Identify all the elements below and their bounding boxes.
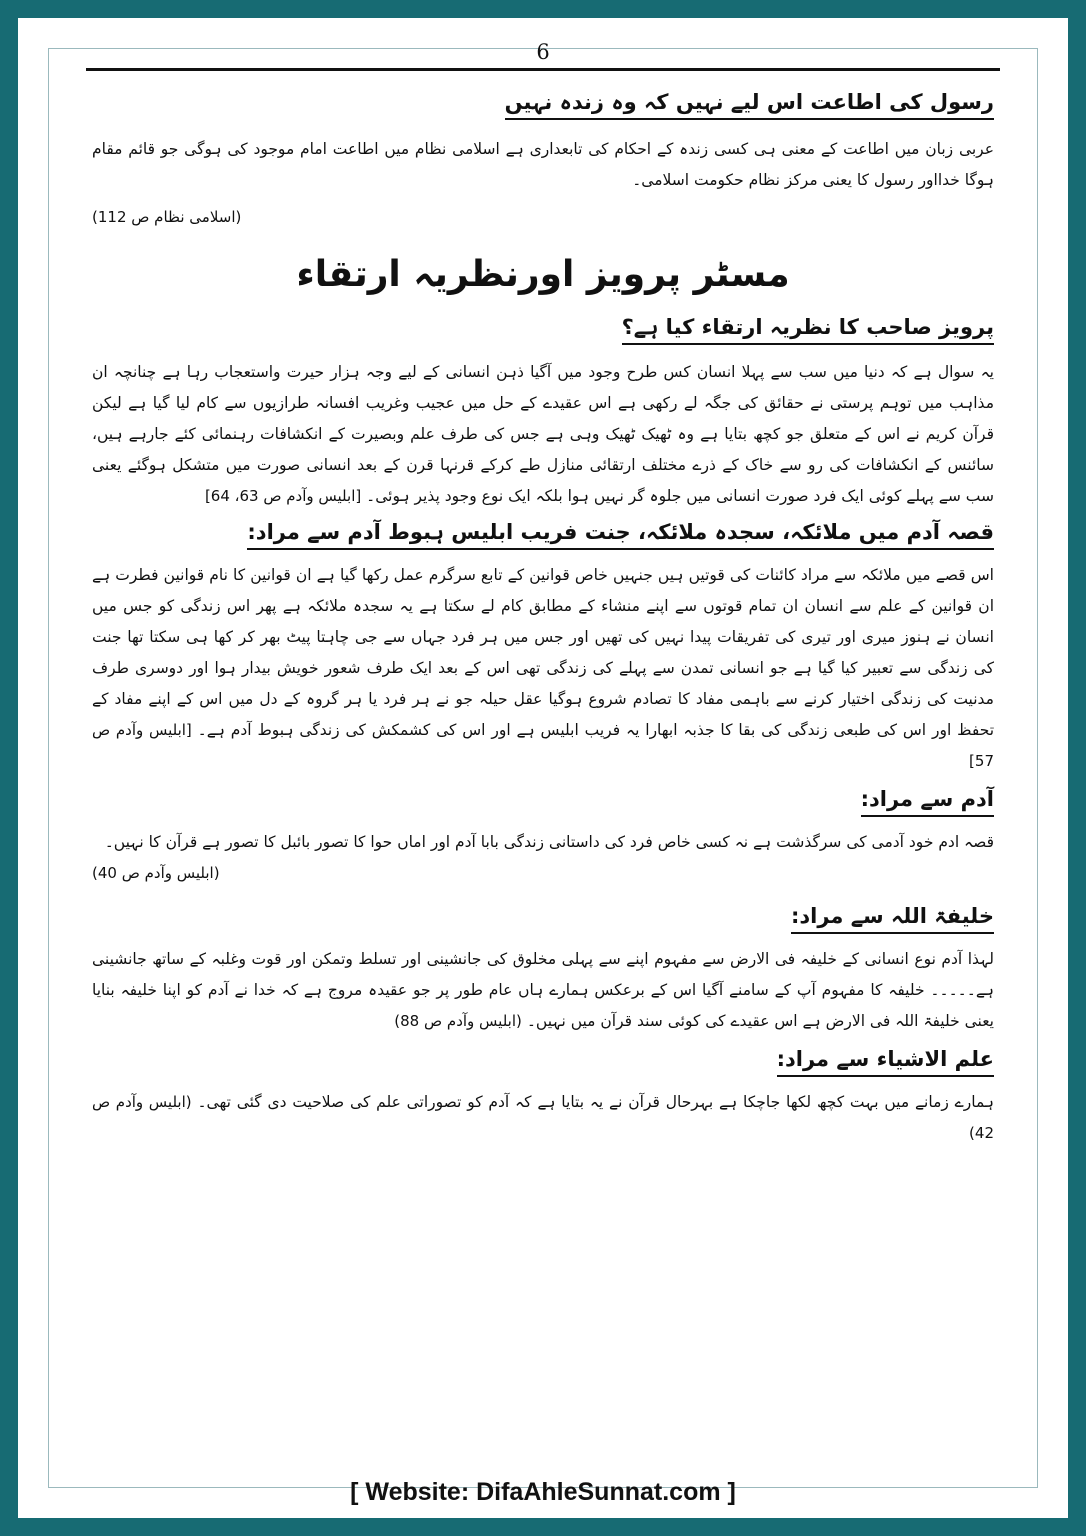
section-obedience (92, 90, 994, 226)
section-text: ہمارے زمانے میں بہت کچھ لکھا جاچکا ہے بہرحال قرآن نے یہ بتایا ہے کہ آدم کو تصوراتی علم کی صلاحیت دی گئی تھی۔ (197, 1093, 994, 1111)
section-heading: علم الاشیاء سے مراد: (777, 1047, 994, 1077)
reference: [ابلیس وآدم ص 63، 64] (204, 487, 362, 505)
section-heading: پرویز صاحب کا نظریہ ارتقاء کیا ہے؟ (622, 315, 994, 345)
section-heading: خلیفۃ اللہ سے مراد: (791, 904, 994, 934)
top-rule (86, 68, 1000, 71)
website-footer: [ Website: DifaAhleSunnat.com ] (350, 1478, 736, 1506)
reference: [ابلیس وآدم ص 57] (92, 721, 994, 770)
section-adam-meaning (92, 787, 994, 882)
section-ilm (92, 1047, 994, 1149)
reference: (ابلیس وآدم ص 42) (92, 1093, 994, 1142)
section-khalifa (92, 904, 994, 1037)
reference: (ابلیس وآدم ص 40) (92, 864, 220, 882)
section-heading: قصہ آدم میں ملائکہ، سجدہ ملائکہ، جنت فریب ابلیس ہبوط آدم سے مراد: (247, 520, 994, 550)
section-evolution (92, 315, 994, 512)
section-text: لہذا آدم نوع انسانی کے خلیفہ فی الارض سے مفہوم اپنے سے پہلی مخلوق کی جانشینی اور تسلط وتمکن اور قوت وغلبہ کے ساتھ جانشینی ہے۔۔۔۔۔ خلیفہ کا مفہوم آپ کے سامنے آگیا اس کے برعکس ہمارے ہاں عام طور پر جو عقیدہ مروج ہے کہ خدا نے آدم کو اپنا خلیفہ بنایا یعنی خلیفۃ اللہ فی الارض ہے اس عقیدے کی کوئی سند قرآن میں نہیں۔ (92, 950, 994, 1030)
section-heading: آدم سے مراد: (861, 787, 994, 817)
page-number: 6 (536, 40, 550, 64)
section-text: اس قصے میں ملائکہ سے مراد کائنات کی قوتیں ہیں جنہیں خاص قوانین کے تابع سرگرم عمل رکھا گیا ہے ان قوانین کا نام قوانین فطرت ہے ان قوانین کے علم سے انسان ان تمام قوتوں سے اپنے منشاء کے مطابق کام لے سکتا ہے یہ سجدہ ملائکہ ہے پھر اس زندگی کو جس میں انسان نے ہنوز میری اور تیری کی تفریقات پیدا نہیں کی تھیں اور جس میں ہر فرد جہاں سے جی چاہتا پیٹ بھر کر کھا ہی سکتا تھا جنت کی زندگی سے تعبیر کیا گیا ہے جو انسانی تمدن سے پہلے کی زندگی تھی اس کے بعد ایک طرف شعور خویش بیدار ہوا اور دوسری طرف مدنیت کی زندگی اختیار کرنے سے باہمی مفاد کا تصادم شروع ہوگیا عقل حیلہ جو نے ہر فرد یا ہر گروہ کے دل میں اس کے اپنے مفاد کے تحفظ اور اس کی طبعی زندگی کی بقا کا جذبہ ابھارا یہ فریب ابلیس ہے اور اس کی کشمکش کی زندگی ہبوط آدم ہے۔ (92, 566, 995, 739)
section-text: قصہ ادم خود آدمی کی سرگذشت ہے نہ کسی خاص فرد کی داستانی زندگی بابا آدم اور اماں حوا کا تصور بائبل کا تصور ہے قرآن کا نہیں۔ (104, 833, 994, 851)
section-heading: رسول کی اطاعت اس لیے نہیں کہ وہ زندہ نہیں (505, 90, 994, 120)
section-text: عربی زبان میں اطاعت کے معنی ہی کسی زندہ کے احکام کی تابعداری ہے اسلامی نظام میں اطاعت امام موجود کی ہوگی جو قائم مقام ہوگا خدااور رسول کا یعنی مرکز نظام حکومت اسلامی۔ (92, 140, 994, 189)
section-adam-story (92, 520, 994, 777)
section-text: یہ سوال ہے کہ دنیا میں سب سے پہلا انسان کس طرح وجود میں آگیا ذہن انسانی کے لیے وجہ ہزار حیرت واستعجاب رہا ہے چنانچہ ان مذاہب میں توہم پرستی نے حقائق کی جگہ لے رکھی ہے اس عقیدے کے حل میں عجیب وغریب افسانہ طرازیوں سے کام لیا گیا ہے لیکن قرآن کریم نے اس کے متعلق جو کچھ بتایا ہے وہ ٹھیک ٹھیک وہی ہے جس کی طرف علم وبصیرت کے انکشافات رہنمائی کئے جارہے ہیں، سائنس کے انکشافات کی رو سے خاک کے ذرے مختلف ارتقائی منازل طے کرکے قرنہا قرن کے بعد انسانی صورت میں متشکل ہوگئے یعنی سب سے پہلے کوئی ایک فرد صورت انسانی میں جلوہ گر نہیں ہوا بلکہ ایک نوع وجود پذیر ہوئی۔ (92, 363, 994, 505)
reference: (ابلیس وآدم ص 88) (394, 1012, 522, 1030)
document-body (92, 80, 994, 1149)
reference: (اسلامی نظام ص 112) (92, 208, 242, 226)
main-title: مسٹر پرویز اورنظریہ ارتقاء (296, 254, 790, 295)
